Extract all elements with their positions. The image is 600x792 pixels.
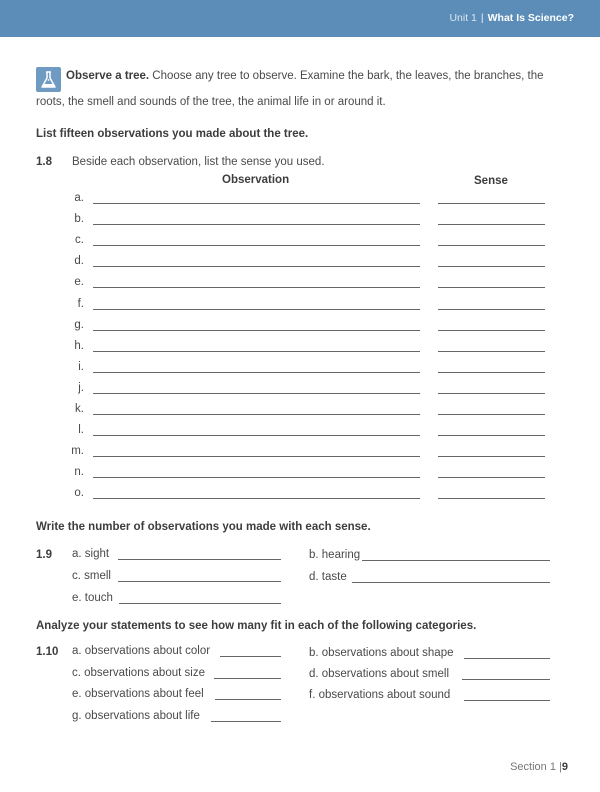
- answer-line-shape[interactable]: [464, 658, 550, 659]
- observation-label: a.: [74, 192, 84, 204]
- sense-answer-line[interactable]: [438, 203, 545, 204]
- observation-label: e.: [74, 276, 84, 288]
- sense-answer-line[interactable]: [438, 224, 545, 225]
- observation-answer-line[interactable]: [93, 203, 420, 204]
- observation-answer-line[interactable]: [93, 498, 420, 499]
- observation-answer-line[interactable]: [93, 287, 420, 288]
- intro-line-2: roots, the smell and sounds of the tree, the animal life in or around it.: [36, 96, 386, 108]
- sense-answer-line[interactable]: [438, 435, 545, 436]
- answer-line-life[interactable]: [211, 721, 281, 722]
- observation-label: n.: [74, 466, 84, 478]
- intro-text: [66, 69, 566, 84]
- sense-answer-line[interactable]: [438, 266, 545, 267]
- observation-answer-line[interactable]: [93, 435, 420, 436]
- observation-label: o.: [74, 487, 84, 499]
- chapter-title: What Is Science?: [487, 12, 574, 24]
- sense-answer-line[interactable]: [438, 287, 545, 288]
- answer-line-sound[interactable]: [464, 700, 550, 701]
- answer-line-taste[interactable]: [352, 582, 550, 583]
- observation-answer-line[interactable]: [93, 372, 420, 373]
- observation-answer-line[interactable]: [93, 393, 420, 394]
- sense-answer-line[interactable]: [438, 393, 545, 394]
- header-separator: |: [480, 12, 484, 24]
- section-heading-1: List fifteen observations you made about the tree.: [36, 128, 309, 140]
- observation-answer-line[interactable]: [93, 330, 420, 331]
- intro-text-2: [36, 95, 536, 110]
- observation-label: j.: [78, 382, 84, 394]
- answer-line-sight[interactable]: [118, 559, 281, 560]
- observation-answer-line[interactable]: [93, 456, 420, 457]
- observation-answer-line[interactable]: [93, 224, 420, 225]
- observation-answer-line[interactable]: [93, 245, 420, 246]
- header-title: [449, 12, 574, 24]
- answer-line-smell-category[interactable]: [462, 679, 550, 680]
- section-heading-3: Analyze your statements to see how many fit in each of the following categories.: [36, 620, 477, 632]
- footer-section: Section 1: [510, 761, 556, 773]
- category-item-size: c. observations about size: [72, 667, 205, 679]
- category-item-sound: f. observations about sound: [309, 689, 451, 701]
- section-heading-2: Write the number of observations you made with each sense.: [36, 521, 371, 533]
- column-header-observation: Observation: [222, 174, 290, 186]
- observation-label: i.: [78, 361, 84, 373]
- sense-item-touch: e. touch: [72, 592, 113, 604]
- observation-label: l.: [78, 424, 84, 436]
- observation-label: m.: [71, 445, 84, 457]
- question-number-1-8: 1.8: [36, 156, 52, 168]
- unit-label: Unit 1: [449, 12, 477, 24]
- observation-label: c.: [75, 234, 84, 246]
- page-footer: [510, 761, 568, 773]
- page-number: 9: [561, 761, 568, 773]
- observation-answer-line[interactable]: [93, 477, 420, 478]
- flask-icon: [36, 67, 61, 92]
- category-item-color: a. observations about color: [72, 645, 211, 657]
- observation-answer-line[interactable]: [93, 266, 420, 267]
- observation-label: k.: [75, 403, 84, 415]
- question-number-1-10: 1.10: [36, 646, 59, 658]
- observation-label: b.: [74, 213, 84, 225]
- observation-answer-line[interactable]: [93, 351, 420, 352]
- observation-label: h.: [74, 340, 84, 352]
- answer-line-smell[interactable]: [118, 581, 281, 582]
- sense-answer-line[interactable]: [438, 414, 545, 415]
- answer-line-color[interactable]: [220, 656, 281, 657]
- sense-answer-line[interactable]: [438, 477, 545, 478]
- intro-line-1: Choose any tree to observe. Examine the bark, the leaves, the branches, the: [149, 70, 544, 82]
- category-item-life: g. observations about life: [72, 710, 200, 722]
- answer-line-feel[interactable]: [215, 699, 281, 700]
- observation-answer-line[interactable]: [93, 309, 420, 310]
- answer-line-hearing[interactable]: [362, 560, 550, 561]
- answer-line-touch[interactable]: [119, 603, 281, 604]
- sense-item-smell: c. smell: [72, 570, 111, 582]
- sense-answer-line[interactable]: [438, 330, 545, 331]
- observation-label: f.: [77, 298, 84, 310]
- sense-answer-line[interactable]: [438, 351, 545, 352]
- question-number-1-9: 1.9: [36, 549, 52, 561]
- column-header-sense: Sense: [474, 175, 508, 187]
- sense-answer-line[interactable]: [438, 309, 545, 310]
- observation-label: g.: [74, 319, 84, 331]
- sense-item-sight: a. sight: [72, 548, 110, 560]
- question-text-1-8: Beside each observation, list the sense you used.: [72, 156, 325, 168]
- sense-answer-line[interactable]: [438, 498, 545, 499]
- footer-separator: |: [559, 761, 562, 773]
- category-item-shape: b. observations about shape: [309, 647, 454, 659]
- observation-label: d.: [74, 255, 84, 267]
- sense-answer-line[interactable]: [438, 372, 545, 373]
- category-item-smell: d. observations about smell: [309, 668, 449, 680]
- category-item-feel: e. observations about feel: [72, 688, 204, 700]
- sense-item-taste: d. taste: [309, 571, 347, 583]
- observation-answer-line[interactable]: [93, 414, 420, 415]
- sense-item-hearing: b. hearing: [309, 549, 361, 561]
- answer-line-size[interactable]: [214, 678, 281, 679]
- sense-answer-line[interactable]: [438, 245, 545, 246]
- intro-lead: Observe a tree.: [66, 70, 150, 82]
- sense-answer-line[interactable]: [438, 456, 545, 457]
